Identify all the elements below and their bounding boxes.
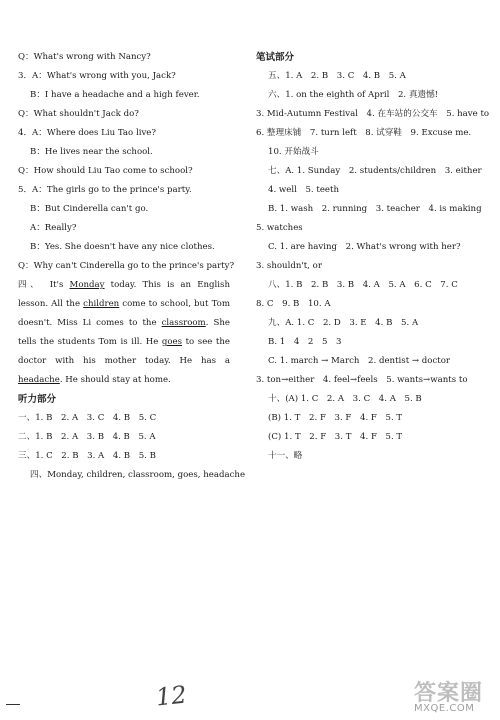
answer-line: 6. 整理床铺 7. turn left 8. 试穿鞋 9. Excuse me. xyxy=(256,128,472,138)
answer-line: B：But Cinderella can't go. xyxy=(30,204,149,214)
underlined-word: headache xyxy=(18,375,60,385)
answer-line: 二、1. B 2. A 3. B 4. B 5. A xyxy=(18,432,156,442)
section-heading-listening: 听力部分 xyxy=(18,394,57,405)
answer-line: 九、A. 1. C 2. D 3. E 4. B 5. A xyxy=(268,318,419,328)
passage-text: . He should stay at home. xyxy=(59,375,171,385)
underlined-word: classroom xyxy=(161,318,206,328)
answer-line: (B) 1. T 2. F 3. F 4. F 5. T xyxy=(268,413,403,423)
right-column xyxy=(256,48,490,466)
answer-line: Q：What's wrong with Nancy? xyxy=(18,52,151,62)
answer-line: B. 1 4 2 5 3 xyxy=(268,337,342,347)
answer-line: C. 1. are having 2. What's wrong with her? xyxy=(268,242,461,252)
passage-text: today. This is an English lesson. All the xyxy=(18,280,230,309)
answer-line: 五、1. A 2. B 3. C 4. B 5. A xyxy=(268,71,406,81)
answer-line: 3．A：What's wrong with you, Jack? xyxy=(18,71,176,81)
answer-line: B. 1. wash 2. running 3. teacher 4. is making xyxy=(268,204,482,214)
answer-line: B：Yes. She doesn't have any nice clothes. xyxy=(30,242,215,252)
underlined-word: goes xyxy=(161,337,183,347)
passage-text: 四、 It's xyxy=(18,280,70,290)
answer-line: 10. 开始战斗 xyxy=(268,147,319,157)
passage-text: come to school, but Tom doesn't. Miss Li comes to the xyxy=(18,299,230,328)
answer-line: 六、1. on the eighth of April 2. 真遗憾! xyxy=(268,90,439,100)
answer-line: 5．A：The girls go to the prince's party. xyxy=(18,185,192,195)
section-heading-written: 笔试部分 xyxy=(256,52,295,63)
passage-paragraph xyxy=(18,276,230,390)
watermark-logo: 答案圈 xyxy=(414,681,484,706)
answer-line: 3. shouldn't, or xyxy=(256,261,322,271)
watermark-url: MXQE.COM xyxy=(414,703,475,714)
answer-line: 8. C 9. B 10. A xyxy=(256,299,331,309)
answer-line: Q：What shouldn't Jack do? xyxy=(18,109,139,119)
answer-line: 四、Monday, children, classroom, goes, headache xyxy=(30,470,246,480)
answer-line: 七、A. 1. Sunday 2. students/children 3. either xyxy=(268,166,482,176)
answer-line: 4．A：Where does Liu Tao live? xyxy=(18,128,157,138)
answer-line: 十一、略 xyxy=(268,451,303,461)
page-number: 12 xyxy=(154,680,188,712)
answer-line: B：I have a headache and a high fever. xyxy=(30,90,200,100)
underlined-word: Monday xyxy=(69,280,105,290)
answer-line: Q：How should Liu Tao come to school? xyxy=(18,166,193,176)
answer-line: Q：Why can't Cinderella go to the prince's party? xyxy=(18,261,235,271)
answer-line: B：He lives near the school. xyxy=(30,147,153,157)
answer-line: C. 1. march → March 2. dentist → doctor xyxy=(268,356,451,366)
answer-line: 3. ton→either 4. feel→feels 5. wants→wants to xyxy=(256,375,468,385)
passage-text: to see the doctor with his mother today. He has a xyxy=(18,337,230,366)
answer-line: (C) 1. T 2. F 3. T 4. F 5. T xyxy=(268,432,403,442)
answer-line: A：Really? xyxy=(30,223,77,233)
answer-line: 一、1. B 2. A 3. C 4. B 5. C xyxy=(18,413,157,423)
answer-line: 3. Mid-Autumn Festival 4. 在车站的公交车 5. have to xyxy=(256,109,490,119)
answer-line: 三、1. C 2. B 3. A 4. B 5. B xyxy=(18,451,156,461)
passage-text: . She tells the students Tom is ill. He xyxy=(18,318,230,347)
answer-line: 5. watches xyxy=(256,223,303,233)
answer-line: 十、(A) 1. C 2. A 3. C 4. A 5. B xyxy=(268,394,422,404)
answer-line: 八、1. B 2. B 3. B 4. A 5. A 6. C 7. C xyxy=(268,280,458,290)
footer-rule xyxy=(6,704,20,705)
underlined-word: children xyxy=(83,299,120,309)
answer-line: 4. well 5. teeth xyxy=(268,185,340,195)
watermark xyxy=(414,676,496,718)
left-column xyxy=(18,48,246,485)
